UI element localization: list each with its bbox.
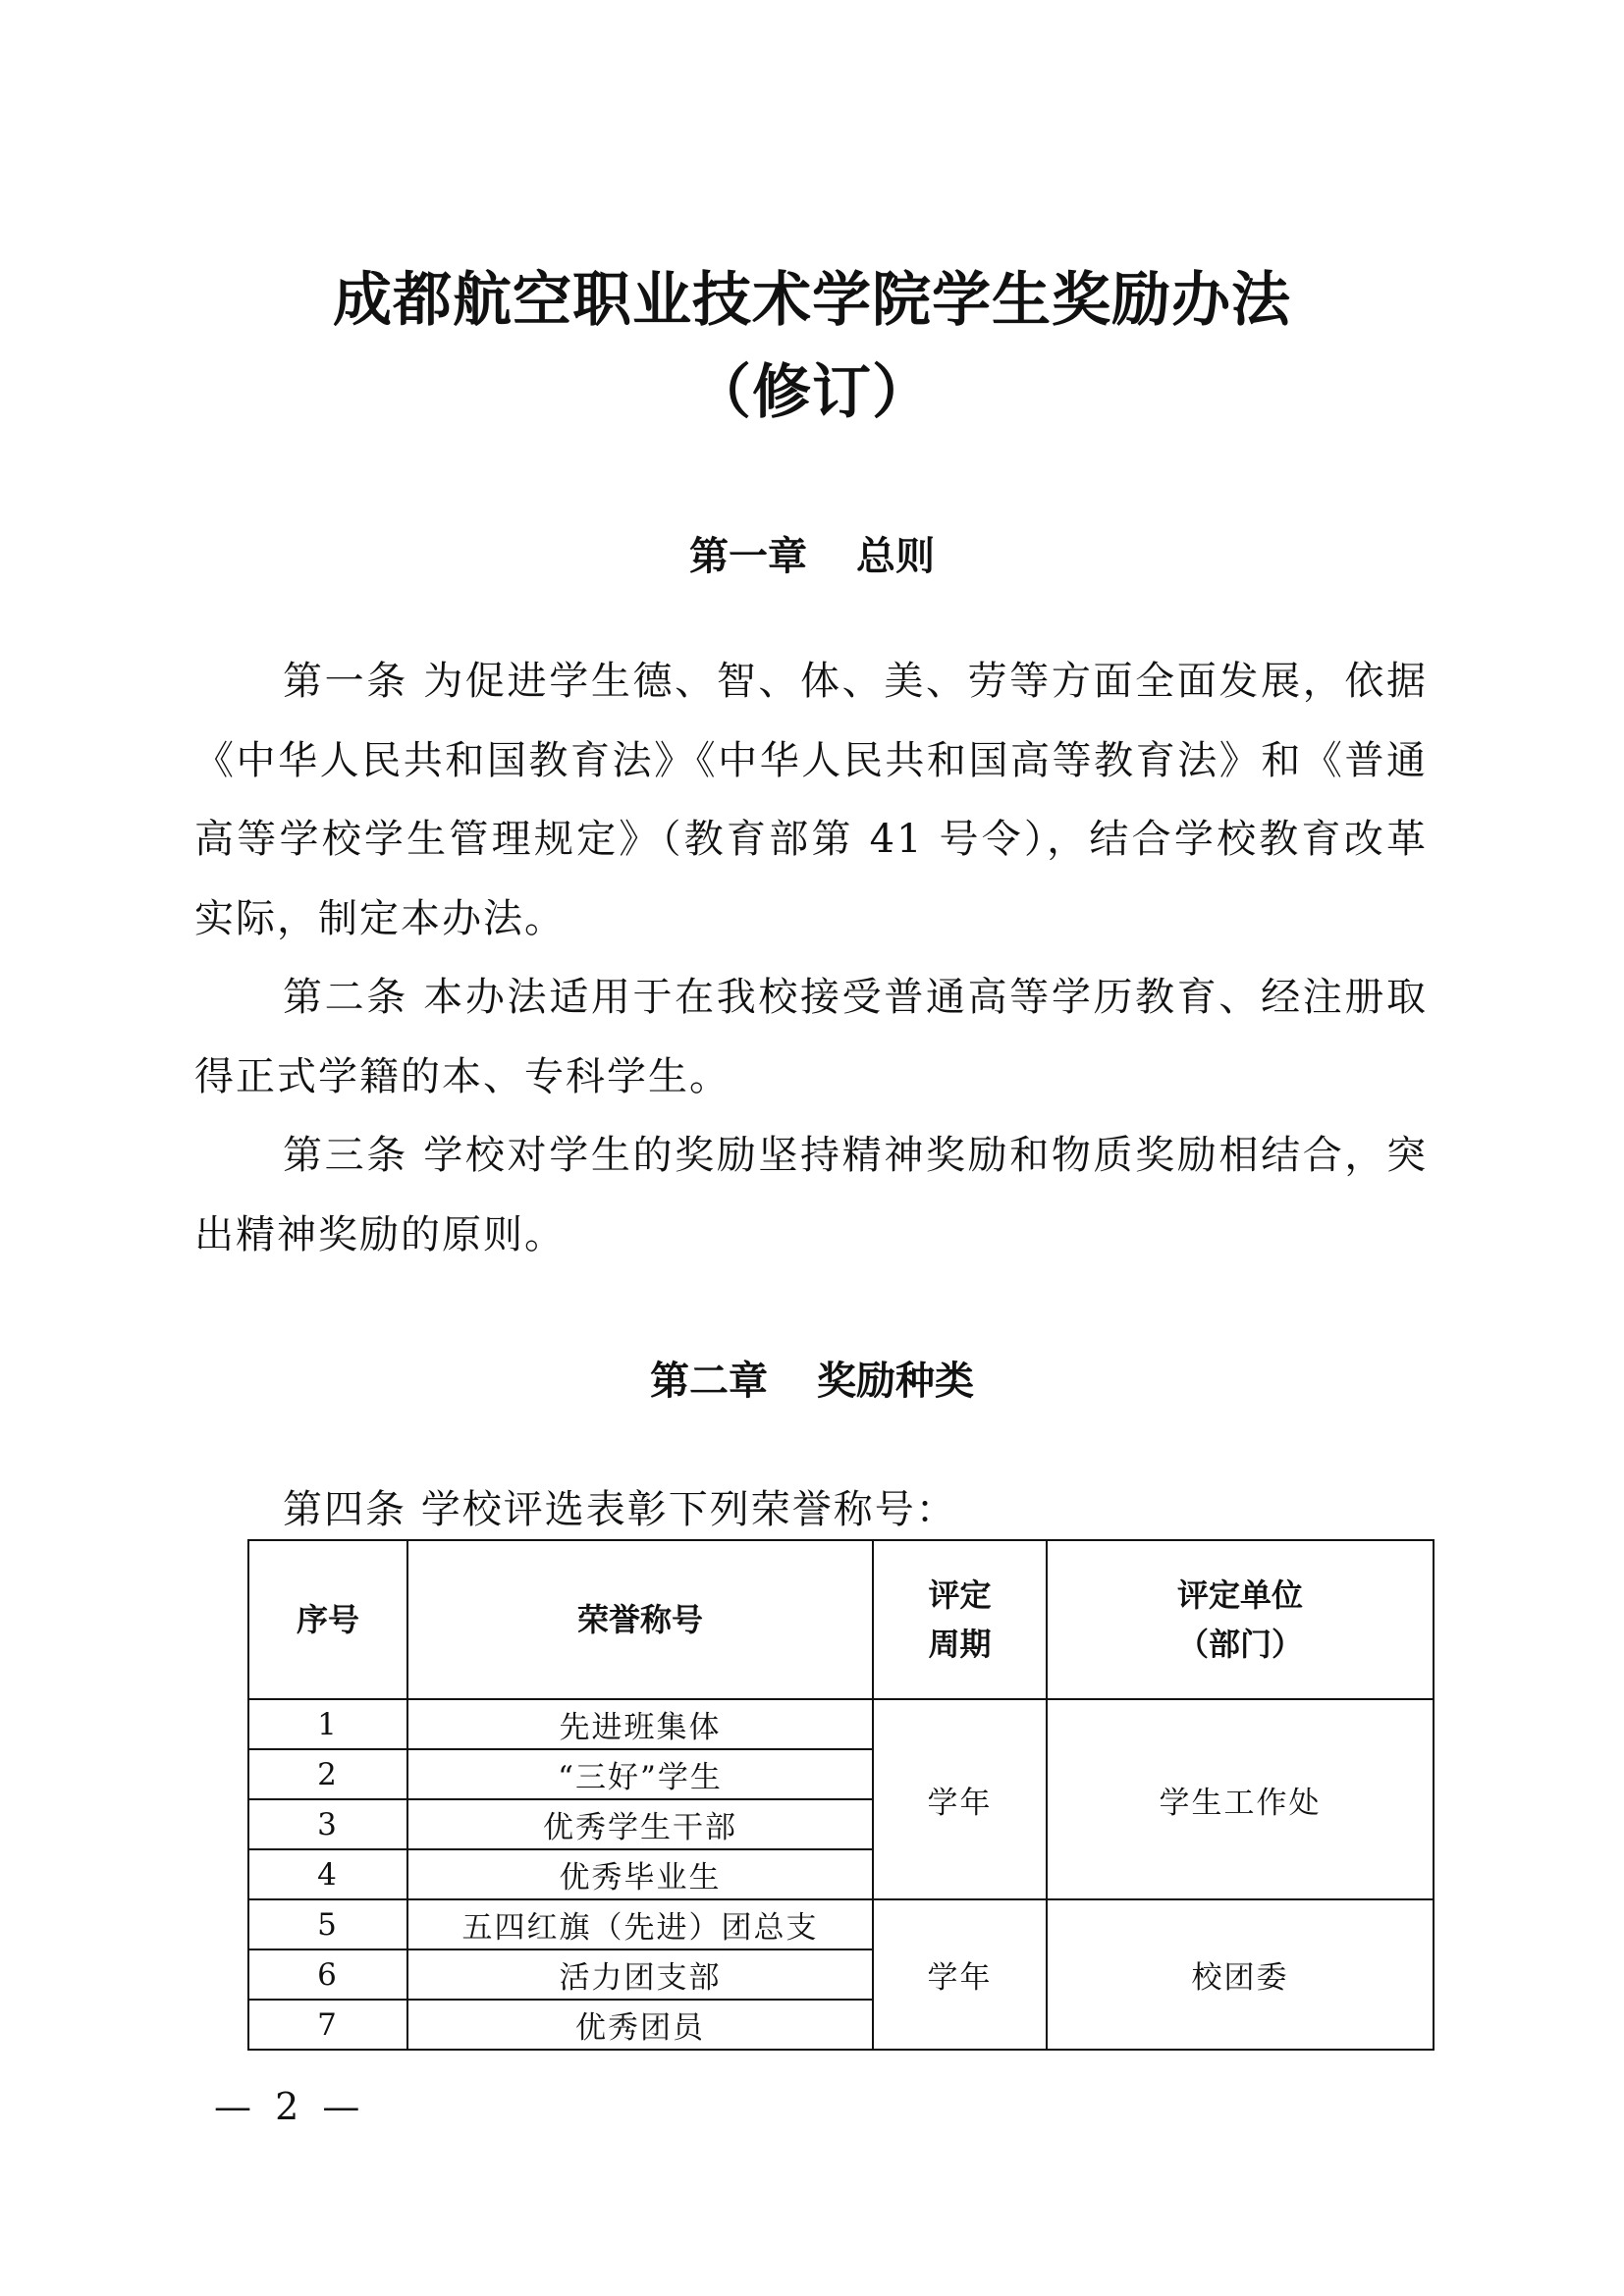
cell-index: 2 [248, 1749, 407, 1799]
header-unit-line1: 评定单位 [1176, 1576, 1303, 1614]
cell-index: 7 [248, 2000, 407, 2050]
cell-period: 学年 [873, 1699, 1047, 1899]
cell-index: 3 [248, 1799, 407, 1849]
cell-honor: “三好”学生 [407, 1749, 873, 1799]
article-2: 第二条 本办法适用于在我校接受普通高等学历教育、经注册取得正式学籍的本、专科学生。 [194, 975, 1428, 1099]
cell-index: 1 [248, 1699, 407, 1749]
article-4: 第四条 学校评选表彰下列荣誉称号： [283, 1487, 957, 1532]
cell-unit: 校团委 [1047, 1899, 1434, 2050]
table-row [248, 1899, 1434, 1949]
chapter-2-name: 奖励种类 [817, 1359, 974, 1404]
document-subtitle: （修订） [692, 358, 932, 427]
cell-honor: 优秀团员 [407, 2000, 873, 2050]
cell-index: 5 [248, 1899, 407, 1949]
cell-honor: 优秀毕业生 [407, 1849, 873, 1899]
article-3: 第三条 学校对学生的奖励坚持精神奖励和物质奖励相结合，突出精神奖励的原则。 [194, 1133, 1428, 1257]
header-index: 序号 [248, 1540, 407, 1699]
chapter-1-name: 总则 [856, 534, 935, 579]
header-period [873, 1540, 1047, 1699]
cell-period: 学年 [873, 1899, 1047, 2050]
header-period-line2: 周期 [928, 1626, 992, 1663]
table-row [248, 1699, 1434, 1749]
page-number: — 2 — [214, 2085, 366, 2128]
chapter-1-number: 第一章 [689, 534, 807, 579]
header-unit-line2: （部门） [1176, 1626, 1303, 1663]
cell-honor: 五四红旗（先进）团总支 [407, 1899, 873, 1949]
header-period-line1: 评定 [928, 1576, 992, 1614]
cell-unit: 学生工作处 [1047, 1699, 1434, 1899]
chapter-2-heading [0, 1350, 1624, 1406]
cell-honor: 优秀学生干部 [407, 1799, 873, 1849]
header-unit [1047, 1540, 1434, 1699]
article-1: 第一条 为促进学生德、智、体、美、劳等方面全面发展，依据《中华人民共和国教育法》《中华人民共和国高等教育法》和《普通高等学校学生管理规定》（教育部第 41 号令），结合学校教育改革实际，制定本办法。 [194, 659, 1428, 941]
chapter-2-number: 第二章 [650, 1359, 768, 1404]
cell-honor: 先进班集体 [407, 1699, 873, 1749]
cell-index: 4 [248, 1849, 407, 1899]
table-header-row [248, 1540, 1434, 1699]
header-honor: 荣誉称号 [407, 1540, 873, 1699]
honors-table [247, 1539, 1435, 2051]
document-title: 成都航空职业技术学院学生奖励办法 [333, 266, 1291, 335]
cell-honor: 活力团支部 [407, 1949, 873, 2000]
chapter-1-heading [0, 525, 1624, 581]
cell-index: 6 [248, 1949, 407, 2000]
